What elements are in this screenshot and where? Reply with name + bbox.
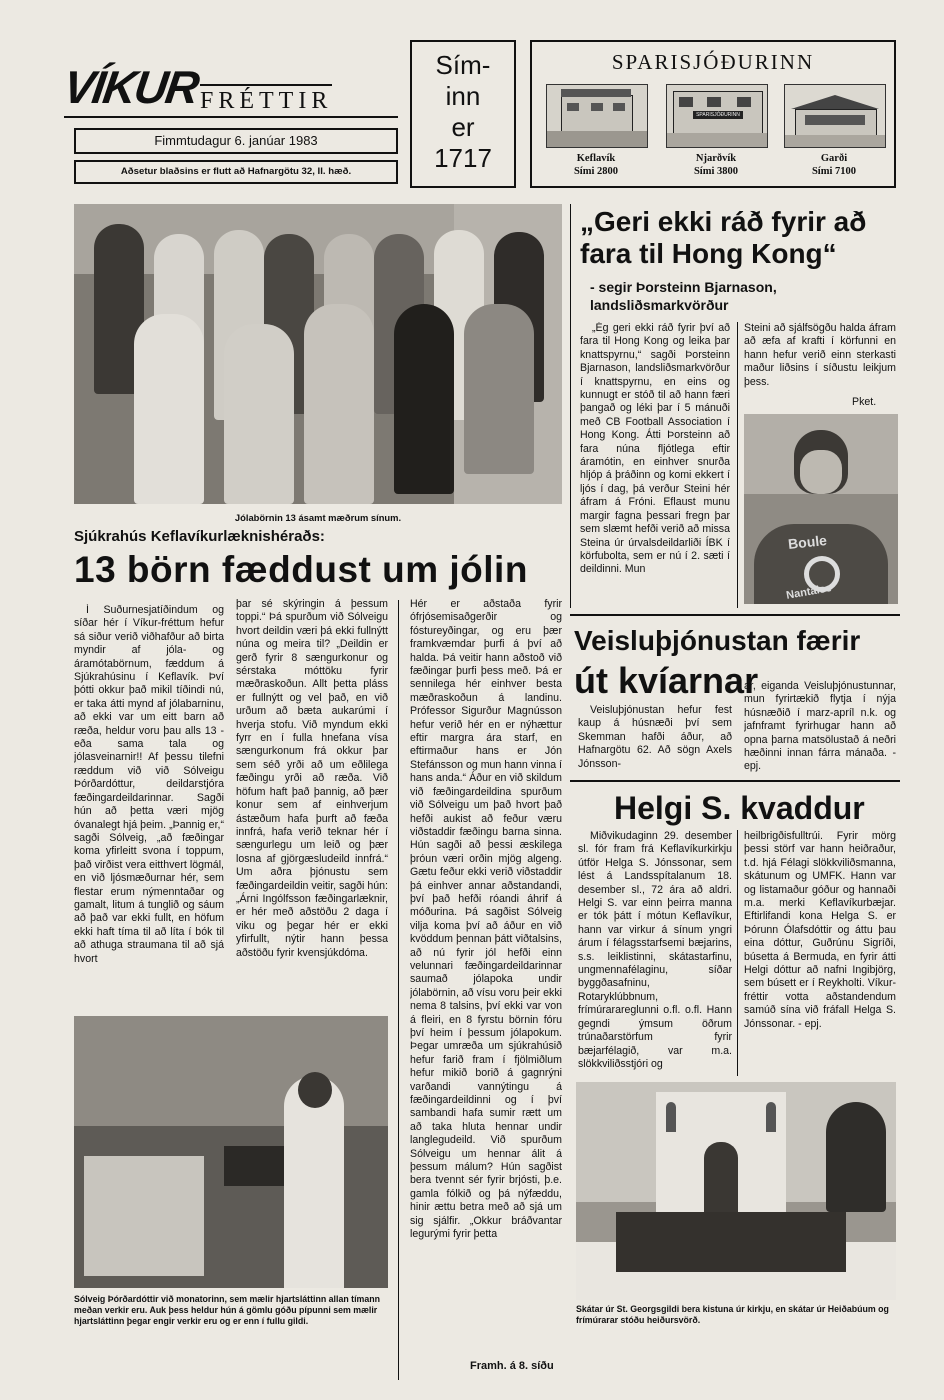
- hongkong-headline: „Geri ekki ráð fyrir að fara til Hong Kong“: [580, 206, 867, 269]
- bank-name: SPARISJÓÐURINN: [611, 50, 815, 74]
- helgi-column-1-text: Miðvikudaginn 29. desember sl. fór fram frá Keflavíkurkirkju útför Helga S. Jónssonar, sem lést á Landsspítalanum 18. desember sl., 72 ára að aldri. Helgi S. var einn þeirra manna er tók þátt í mótun Keflavíkur, hann var virkur á sínum yngri árum í félagsstarfsemi bæjarins, s.s. leiklistinni, skátastarfinu, ungmennafélaginu, síðar byggðasafninu, Rotaryklúbbnum, frímúrarareglunni o.fl. o.fl. Hann gegndi ýmsum öðrum trúnaðarstörfum fyrir bæjarfélagið, var m.a. slökkviliðsstjóri og: [578, 830, 732, 1070]
- jol-headline: 13 börn fæddust um jólin: [74, 549, 528, 590]
- continued-note: Framh. á 8. síðu: [470, 1360, 554, 1372]
- funeral-photo-caption: Skátar úr St. Georgsgildi bera kistuna úr kirkju, en skátar úr Heiðabúum og frímúrarar stóðu heiðursvörð.: [576, 1304, 889, 1325]
- veislu-right-column: [744, 680, 896, 774]
- helgi-column-2-text: heilbrigðisfulltrúi. Fyrir mörg þessi störf var hann heiðraður, t.d. hjá Félagi slökkviliðsmanna, skátunum og UMFK. Hann var og listamaður góður og hannaði m.a. merki Keflavíkurbæjar. Eftirlifandi kona Helga S. er Þórunn Ólafsdóttir og áttu þau eina dóttur, Guðrúnu Sigríði, búsetta á Bermuda, en fyrir átti Helgi dóttur að nafni Ingibjörg, sem búsett er í Reykholti. Víkur-fréttir votta aðstandendum samúð sína við fráfall Helga S. Jónssonar. - epj.: [744, 830, 896, 1030]
- player-photo: [744, 414, 898, 604]
- section-divider: [570, 780, 900, 782]
- branch-phone: Sími 3800: [693, 166, 739, 177]
- veislu-right-text: ar, eiganda Veisluþjónustunnar, mun fyrirtækið flytja í nýja húsnæðið í marz-apríl n.k. og jafnframt fyrirhugar hann að opna þarna matsölustað á neðri hæðinni innan fárra mánaða. - epj.: [744, 680, 896, 773]
- mothers-photo-caption: Jólabörnin 13 ásamt mæðrum sínum.: [234, 512, 402, 523]
- phone-line-1: Sím-: [435, 50, 491, 80]
- hongkong-subhead: - segir Þorsteinn Bjarnason, landsliðsmarkvörður: [590, 279, 777, 313]
- bank-photo-njardvik: [666, 84, 768, 148]
- branch-place: Garði: [820, 153, 848, 164]
- branch-phone: Sími 2800: [573, 166, 619, 177]
- shirt-text-2: Nantaise: [785, 582, 833, 602]
- jol-column-3: [410, 598, 562, 1356]
- jol-column-1: [74, 604, 224, 1012]
- address-notice: Aðsetur blaðsins er flutt að Hafnargötu 32, II. hæð.: [120, 166, 352, 177]
- phone-box: [410, 40, 516, 188]
- jol-kicker: Sjúkrahús Keflavíkurlæknishéraðs:: [74, 528, 325, 545]
- monitor-photo: [74, 1016, 388, 1288]
- hongkong-column-1: [580, 322, 730, 606]
- phone-number: 1717: [434, 143, 492, 173]
- helgi-headline: Helgi S. kvaddur: [614, 790, 865, 826]
- building-icon: [561, 95, 633, 133]
- section-divider: [570, 614, 900, 616]
- jol-column-3-text: Hér er aðstaða fyrir ófrjósemisaðgerðir og fóstureyðingar, og eru þær framkvæmdar þurfi á því að halda. Þá veitir hann aðstoð við fæðingar þurfi þess með. Þá er sennilega hér einhver besta mæðraskoðun á landinu. Prófessor Sigurður Magnússon hefur verið hér en er nýhættur eftir margra ára starf, en eftirmaður hans er Jón Stefánsson og mun hann vinna í hans anda.“ Áður en við skildum við fæðingardeildina spurðum við Sólveigu um það hvort það hefði aukist að feður væru viðstaddir fæðingu barna sinna. Hún sagði að þessi æskilega þróun væri orðin mjög algeng. Gætu feður ekki verið viðstaddir þá einhver annar aðstandandi, því það hefði róandi áhrif á móðurina. Þá sagðist Sólveig vilja koma því að áður en við kvöddum þennan þátt viðtalsins, að nú fyrir jól hefði einn velunnari fæðingardeildarinnar saumað jólapoka undir jólabörnin, að vísu voru þeir ekki nema 8 talsins, því ekki var von á fleiri, en 8 fyrstu börnin fóru því heim í þessum jólapokum. Þegar umræða um sjúkrahúsið hefur farið fram í fjölmiðlum hefur mikið borið á gagnrýni varðandi vannýtingu á fæðingardeildinni og í því sambandi hafa sumir rætt um að taka hluta hennar undir langlegudeild. Við spurðum Sólveigu um hennar álit á þessum málum? Hún sagðist bera tvennt sér fyrir brjósti, þ.e. gamla fólkið og þá nýfæddu, hinir ættu betra með að sjá um sig sjálfir. „Okkur bráðvantar legurými fyrir þetta: [410, 598, 562, 1241]
- logo-sub: FRÉTTIR: [200, 84, 332, 116]
- hongkong-column-2: [744, 322, 896, 392]
- address-notice-box: [74, 160, 398, 184]
- issue-date-box: [74, 128, 398, 154]
- jol-column-2-text: þar sé skýringin á þessum toppi.“ Þá spurðum við Sólveigu hvort deildin væri þá ekki fullnýtt núna og meira til? „Deildin er gerð fyrir 8 sængurkonur og sérstaka móttöku fyrir mæðraskoðun. Allt þetta pláss er fullnýtt og vel það, en við urðum að bæta aukarúmi í hverja stofu. Við myndum ekki fyrr en í fulla hnefana vísa sængurkonum frá okkur þar sem séð yrði að um eðlilega fæðingu yrði að ræða. Við höfum haft það þannig, að þær konur sem af einhverjum ástæðum hafa þurft að fæða innfrá, hafa verið teknar hér í sængurlegu um leið og þær losna af gjörgæsludeild innfrá.“ Um aðra þjónustu sem fæðingardeildin veitir, sagði hún: „Árni Ingólfsson fæðingarlæknir, er hér með aðstöðu 2 daga í viku og þegar hér er ekki yfirfullt, nýtir hann þessa aðstöðu fyrir kvensjúkdóma.: [236, 598, 388, 959]
- mothers-babies-photo: [74, 204, 562, 504]
- bank-ad: [530, 40, 896, 188]
- column-divider: [398, 600, 399, 1380]
- helgi-column-2: [744, 830, 896, 1076]
- shirt-text-1: Boule: [787, 532, 828, 552]
- column-divider: [737, 322, 738, 608]
- funeral-photo: [576, 1082, 896, 1300]
- logo-main: VÍKUR: [60, 61, 201, 113]
- jol-column-1-text: Í Suðurnesjatíðindum og síðar hér í Víkur-fréttum hefur sá siður verið viðhafður að birta myndir af jóla- og áramótabörnum, fæddum á Sjúkrahúsinu í Keflavík. Því þótti okkur það mikil tíðindi nú, er taka átti mynd af jólabarninu, að ekki var um eitt barn að ræða, heldur voru þau alls 13 - eða sama tala og jólasveinarnir!! Af þessu tilefni ræddum við við Sólveigu Þórðardóttur, deildarstjóra fæðingardeildarinnar. Sagði hún að þetta væri mjög óvanalegt hjá þeim. „Þannig er,“ sagði Sólveig, „að fæðingar koma yfirleitt svona í toppum, það virðist vera eitthvert lögmál, en við ljósmæðurnar hér, sem flestar erum nýmenntaðar og gamalt, litum á tunglið og sáum að það var ekki fullt, en höfum ekki haft tíma til að líta í bók til að athuga straumana til að sjá hvort: [74, 604, 224, 965]
- logo-underline: [64, 116, 398, 118]
- bank-photo-keflavik: [546, 84, 648, 148]
- column-divider: [737, 830, 738, 1076]
- bank-sign: SPARISJÓÐURINN: [693, 111, 743, 119]
- branch-gardi: [784, 152, 884, 178]
- hongkong-column-2-text: Steini að sjálfsögðu halda áfram að æfa af krafti í körfunni en hann hefur verið einn sterkasti maður liðsins í síðustu leikjum þess.: [744, 322, 896, 388]
- veislu-headline-2: út kvíarnar: [574, 660, 759, 701]
- veislu-headline-1: Veisluþjónustan færir: [574, 625, 861, 656]
- branch-place: Njarðvík: [695, 153, 737, 164]
- monitor-photo-caption: Sólveig Þórðardóttir við monatorinn, sem mælir hjartsláttinn allan tímann meðan verkir eru. Auk þess heldur hún á gömlu góðu pípunni sem mælir hjartsláttinn þegar engir verkir eru og er enn í fullu gildi.: [74, 1294, 380, 1326]
- branch-njardvik: [666, 152, 766, 178]
- phone-line-2: inn: [445, 81, 481, 111]
- helgi-column-1: [578, 830, 732, 1076]
- issue-date: Fimmtudagur 6. janúar 1983: [154, 133, 318, 148]
- masthead: [60, 56, 398, 186]
- phone-line-3: er: [451, 112, 475, 142]
- veislu-left-text: Veisluþjónustan hefur fest kaup á húsnæði því sem Skemman hafði áður, að Hafnargötu 62. Að sögn Axels Jónsson-: [578, 704, 732, 770]
- jol-column-2: [236, 598, 388, 1012]
- hongkong-column-1-text: „Ég geri ekki ráð fyrir því að fara til Hong Kong og leika þar knattspyrnu,“ sagði Þorsteinn Bjarnason, landsliðsmarkvörður í knattspyrnu, en eins og kunnugt er stóð til að hann færi þangað og léki þar í 5 mánuði með CB Football Association í Hong Kong. Átti Þorsteinn að fara núna fljótlega eftir áramótin, en einhver snurða hljóp á þráðinn og komi ekkert í ljós í dag, þá verður Steini hér áfram á Fróni. Eflaust munu margir fagna þessari fregn þar sem slæmt hefði verið að missa Steina úr úrvalsdeildarliði ÍBK í körfubolta, sem er nú í 2. sæti í deildinni. Mun: [580, 322, 730, 576]
- section-divider: [570, 204, 571, 608]
- hongkong-byline: Pket.: [852, 396, 877, 408]
- branch-keflavik: [546, 152, 646, 178]
- logo: [60, 56, 398, 122]
- branch-place: Keflavík: [576, 153, 616, 164]
- branch-phone: Sími 7100: [811, 166, 857, 177]
- bank-photo-gardi: [784, 84, 886, 148]
- veislu-left-column: [578, 704, 732, 774]
